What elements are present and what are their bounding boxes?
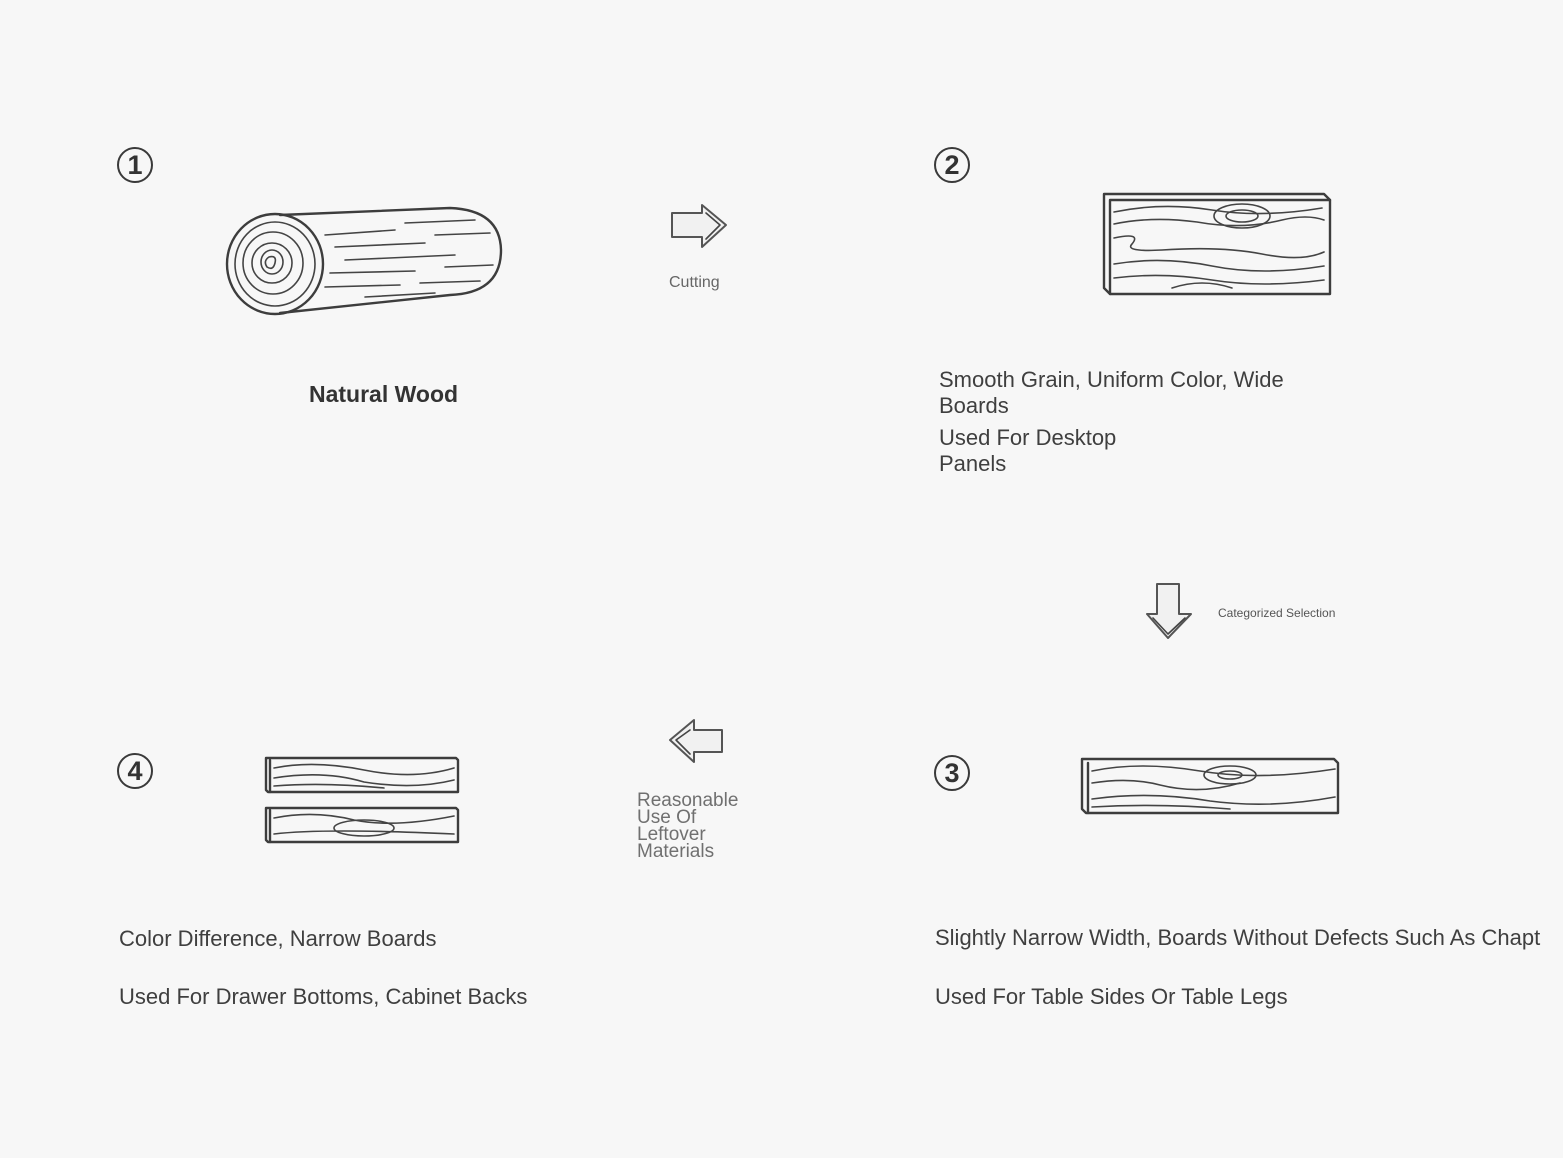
arrow-right-icon [670,203,728,249]
leftover-line-1: Reasonable [637,790,739,811]
categorized-selection-label: Categorized Selection [1218,606,1336,620]
arrow-down-icon [1145,582,1193,640]
two-boards-icon [264,756,462,846]
step-2-description: Smooth Grain, Uniform Color, Wide Boards [939,367,1284,418]
leftover-line-4: Materials [637,841,715,862]
wide-board-icon [1102,192,1332,296]
step-3-description: Slightly Narrow Width, Boards Without Defects Such As Chapt [935,925,1541,950]
step-2-usage: Used For Desktop Panels [939,425,1117,476]
natural-wood-title: Natural Wood [309,381,459,407]
log-icon [225,205,505,317]
leftover-line-3: Leftover [637,824,706,845]
leftover-label [637,792,738,860]
cutting-label: Cutting [669,274,720,291]
step-number-3: 3 [934,755,970,791]
step-number-4: 4 [117,753,153,789]
step-number-1: 1 [117,147,153,183]
step-number-2: 2 [934,147,970,183]
narrow-board-icon [1080,757,1342,817]
step-4-description: Color Difference, Narrow Boards [119,926,437,951]
step-4-usage: Used For Drawer Bottoms, Cabinet Backs [119,984,528,1009]
step-3-usage: Used For Table Sides Or Table Legs [935,984,1288,1009]
leftover-line-2: Use Of [637,807,697,828]
arrow-left-icon [668,718,724,764]
